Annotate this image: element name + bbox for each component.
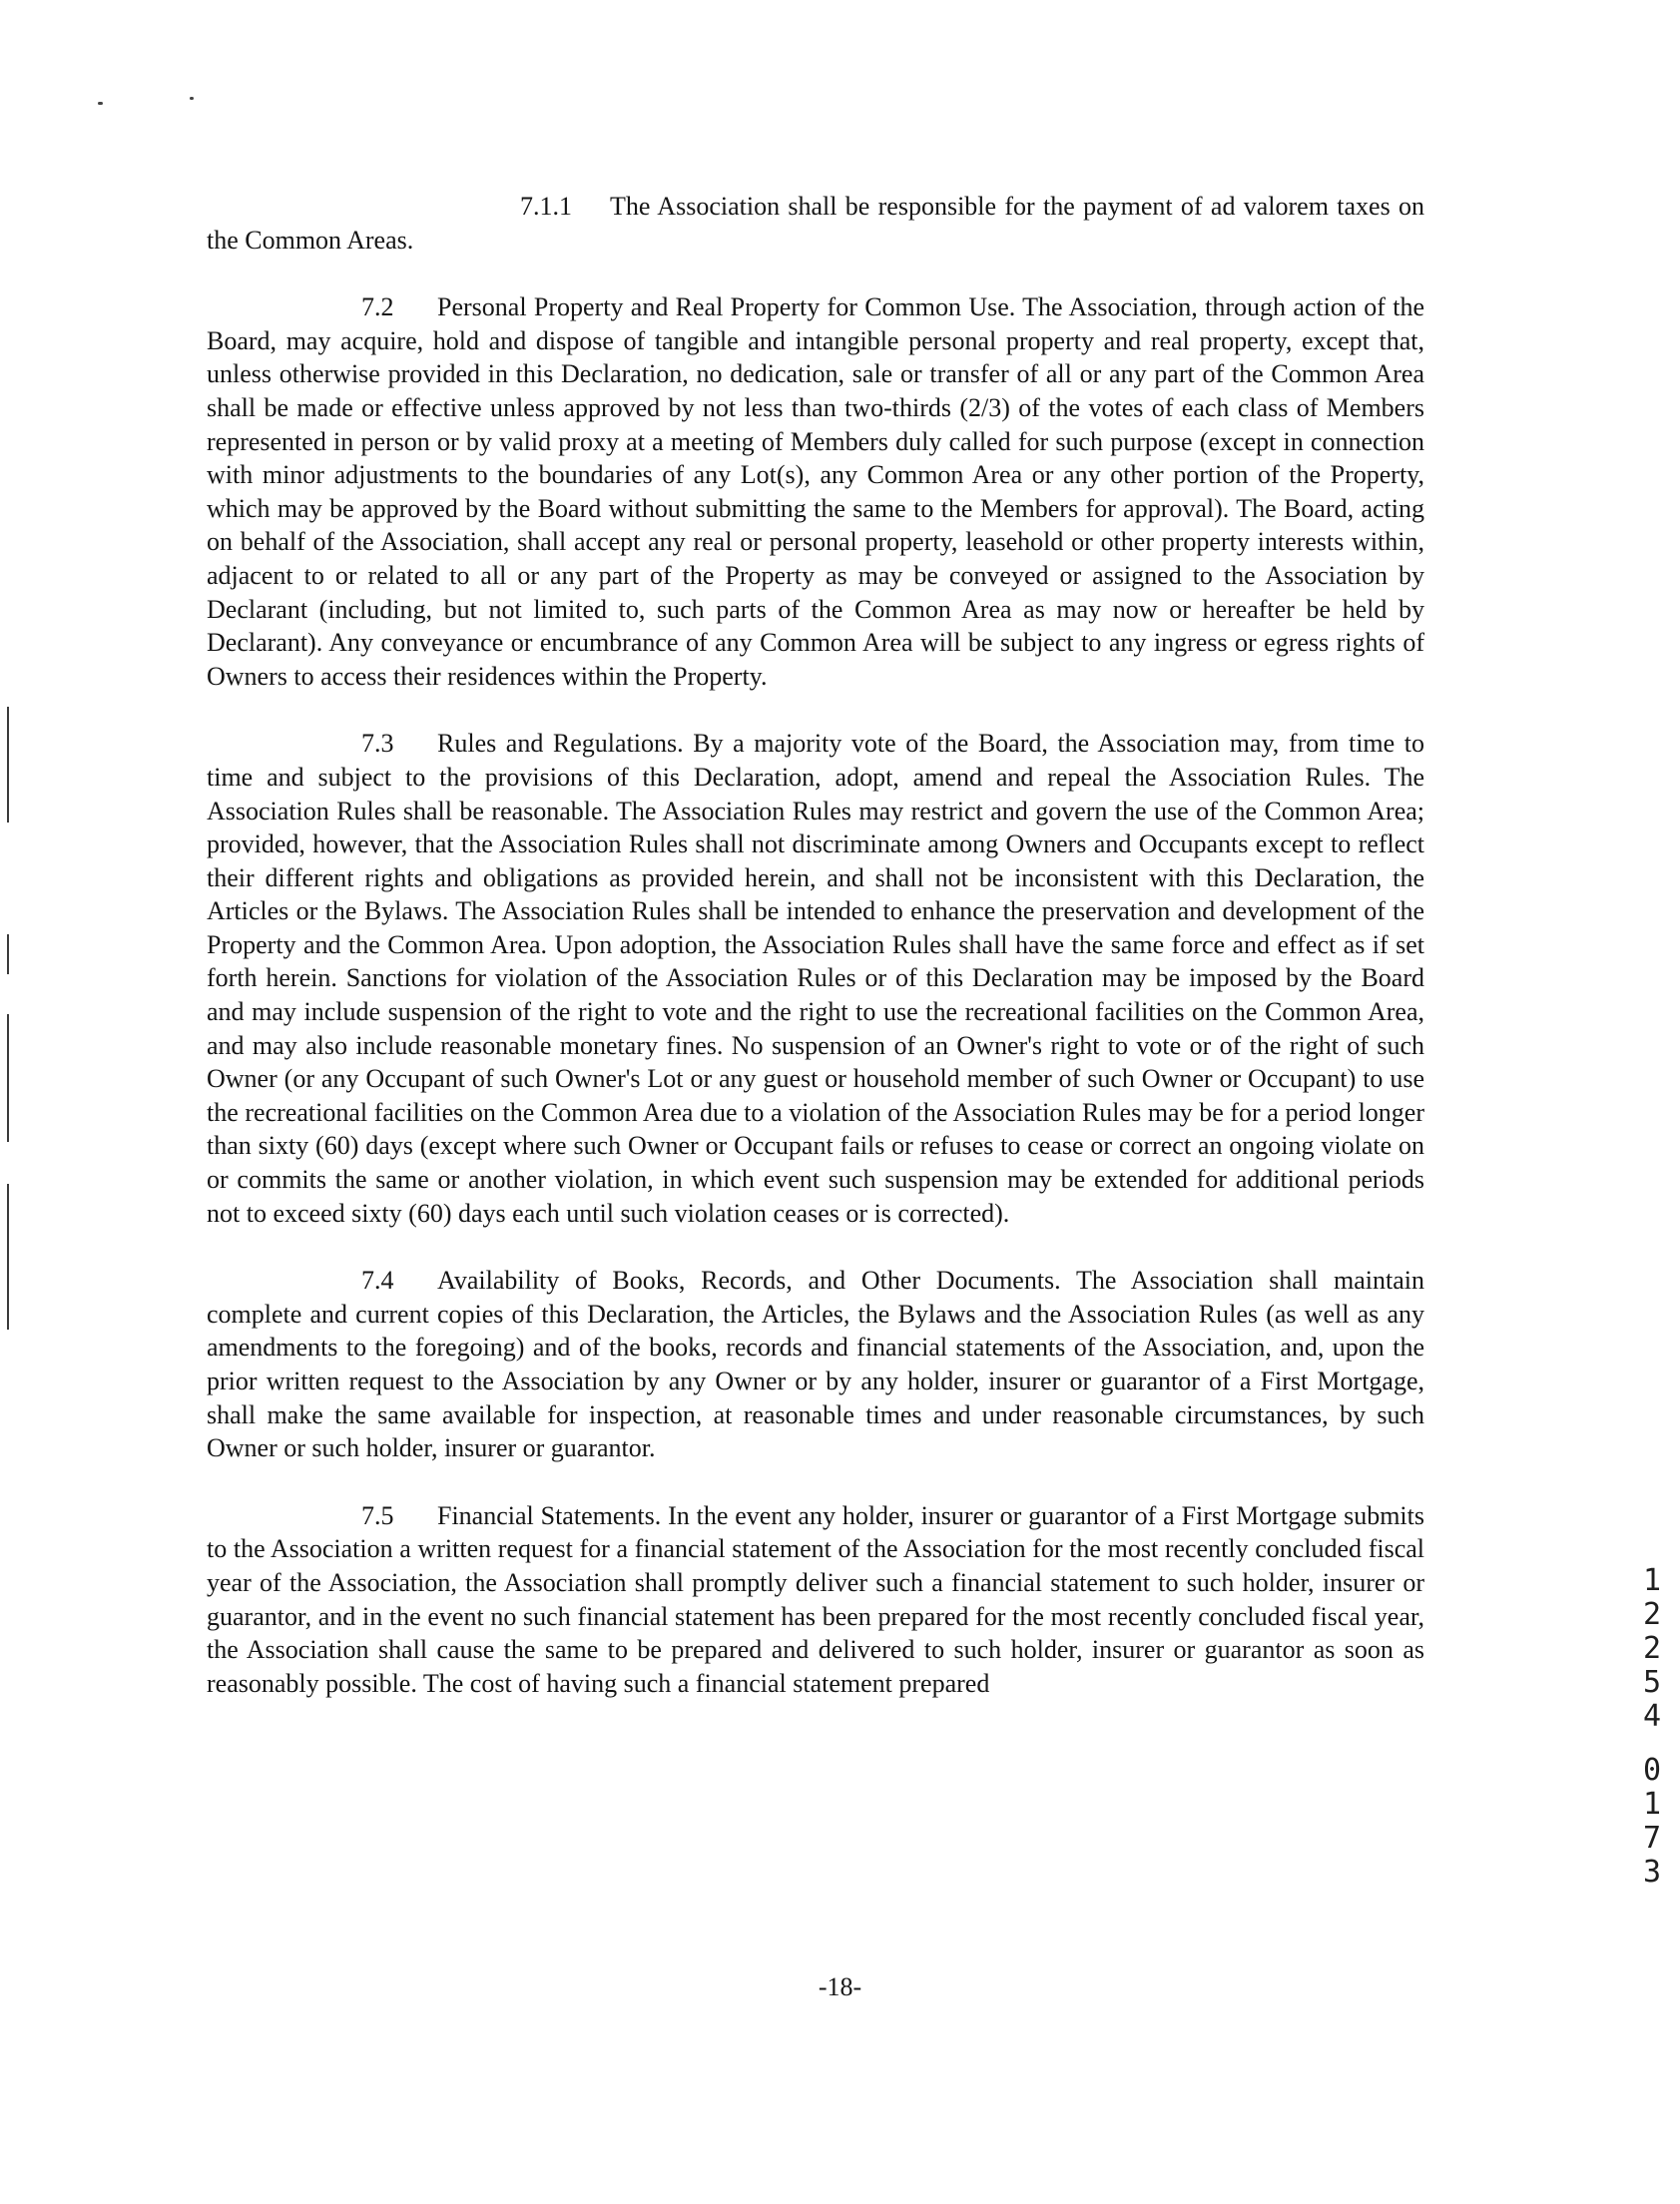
section-7-3 xyxy=(207,727,1424,1230)
revision-bar xyxy=(7,1014,9,1142)
section-text: Availability of Books, Records, and Other Documents. The Association shall maintain complete and current copies of this Declaration, the Articles, the Bylaws and the Association Rules (as well as any amendments to the foregoing) and of the books, records and financial statements of the Association, and, upon the prior written request to the Association by any Owner or by any holder, insurer or guarantor of a First Mortgage, shall make the same available for inspection, at reasonable times and under reasonable circumstances, by such Owner or such holder, insurer or guarantor. xyxy=(207,1266,1424,1463)
section-text: The Association shall be responsible for the payment of ad valorem taxes on the Common Areas. xyxy=(207,192,1424,255)
revision-bar xyxy=(7,934,9,974)
section-number: 7.3 xyxy=(361,729,394,759)
stamp-digit: 7 xyxy=(1642,1821,1662,1856)
stamp-digit: 1 xyxy=(1642,1787,1662,1822)
scan-speck xyxy=(98,102,103,105)
revision-bar xyxy=(7,707,9,823)
section-7-1-1 xyxy=(207,190,1424,257)
recording-stamp xyxy=(1637,1564,1667,1890)
stamp-digit: 3 xyxy=(1642,1855,1662,1890)
section-7-4 xyxy=(207,1264,1424,1465)
stamp-digit: 2 xyxy=(1642,1631,1662,1666)
page-number: -18- xyxy=(818,1972,862,2001)
stamp-digit: 1 xyxy=(1642,1563,1662,1598)
document-body xyxy=(207,190,1424,1734)
section-7-5 xyxy=(207,1499,1424,1701)
stamp-digit: 2 xyxy=(1642,1597,1662,1632)
section-number: 7.4 xyxy=(361,1266,394,1296)
section-number: 7.5 xyxy=(361,1500,394,1530)
scan-speck xyxy=(190,97,194,100)
stamp-digit: 5 xyxy=(1642,1665,1662,1700)
stamp-gap xyxy=(1637,1734,1667,1754)
section-number: 7.1.1 xyxy=(520,192,572,221)
section-7-2 xyxy=(207,290,1424,693)
section-text: Personal Property and Real Property for Common Use. The Association, through action of the Board, may acquire, hold and dispose of tangible and intangible personal property and real property, except that, unless otherwise provided in this Declaration, no dedication, sale or transfer of all or any part of the Common Area shall be made or effective unless approved by not less than two-thirds (2/3) of the votes of each class of Members represented in person or by valid proxy at a meeting of Members duly called for such purpose (except in connection with minor adjustments to the boundaries of any Lot(s), any Common Area or any other portion of the Property, which may be approved by the Board without submitting the same to the Members for approval). The Board, acting on behalf of the Association, shall accept any real or personal property, leasehold or other property interests within, adjacent to or related to all or any part of the Property as may be conveyed or assigned to the Association by Declarant (including, but not limited to, such parts of the Common Area as may now or hereafter be held by Declarant). Any conveyance or encumbrance of any Common Area will be subject to any ingress or egress rights of Owners to access their residences within the Property. xyxy=(207,292,1424,691)
stamp-digit: 4 xyxy=(1642,1699,1662,1734)
section-text: Financial Statements. In the event any holder, insurer or guarantor of a First Mortgage submits to the Association a written request for a financial statement of the Association for the most recently concluded fiscal year of the Association, the Association shall promptly deliver such a financial statement to such holder, insurer or guarantor, and in the event no such financial statement has been prepared for the most recently concluded fiscal year, the Association shall cause the same to be prepared and delivered to such holder, insurer or guarantor as soon as reasonably possible. The cost of having such a financial statement prepared xyxy=(207,1500,1424,1698)
section-text: Rules and Regulations. By a majority vote of the Board, the Association may, from time to time and subject to the provisions of this Declaration, adopt, amend and repeal the Association Rules. The Association Rules shall be reasonable. The Association Rules may restrict and govern the use of the Common Area; provided, however, that the Association Rules shall not discriminate among Owners and Occupants except to reflect their different rights and obligations as provided herein, and shall not be inconsistent with this Declaration, the Articles or the Bylaws. The Association Rules shall be intended to enhance the preservation and development of the Property and the Common Area. Upon adoption, the Association Rules shall have the same force and effect as if set forth herein. Sanctions for violation of the Association Rules or of this Declaration may be imposed by the Board and may include suspension of the right to vote and the right to use the recreational facilities on the Common Area, and may also include reasonable monetary fines. No suspension of an Owner's right to vote or of the right of such Owner (or any Occupant of such Owner's Lot or any guest or household member of such Owner or Occupant) to use the recreational facilities on the Common Area due to a violation of the Association Rules may be for a period longer than sixty (60) days (except where such Owner or Occupant fails or refuses to cease or correct an ongoing violate on or commits the same or another violation, in which event such suspension may be extended for additional periods not to exceed sixty (60) days each until such violation ceases or is corrected). xyxy=(207,729,1424,1228)
revision-bar xyxy=(7,1184,9,1330)
stamp-digit: 0 xyxy=(1642,1753,1662,1788)
section-number: 7.2 xyxy=(361,292,394,322)
